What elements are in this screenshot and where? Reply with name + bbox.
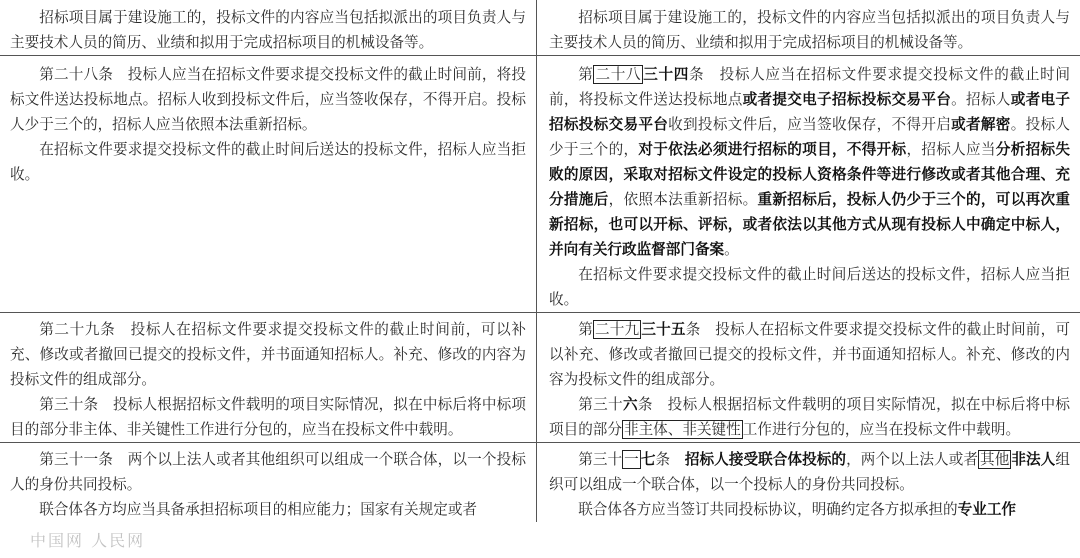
added-text: 招标人接受联合体投标的 — [684, 451, 847, 468]
paragraph — [10, 447, 526, 497]
paragraph — [10, 317, 526, 392]
added-text: 重新招标后，投标人仍少于三个的，可以再次重新招标，也可以开标、评标，或者依法以其他方式从现有投标人中确定中标人，并向有关行政监督部门备案 — [549, 191, 1070, 258]
deleted-text: 二十八 — [595, 66, 642, 83]
paragraph — [549, 5, 1070, 55]
deleted-text: 其他 — [980, 451, 1010, 468]
text-run: 第二十八条 投标人应当在招标文件要求提交投标文件的截止时间前，将投标文件送达投标地点。招标人收到投标文件后，应当签收保存，不得开启。投标人少于三个的，招标人应当依照本法重新招标。 — [10, 66, 526, 133]
paragraph — [549, 392, 1070, 442]
paragraph — [10, 137, 526, 187]
paragraph — [10, 5, 526, 55]
paragraph — [549, 497, 1070, 522]
text-run: 组织可以组成一个联合体，以一个投标人的身份共同投标。 — [549, 451, 1070, 493]
table-row — [0, 312, 1080, 442]
deleted-text: 二十九 — [594, 321, 640, 338]
text-run: ，依照本法重新招标。 — [608, 191, 758, 208]
paragraph — [10, 392, 526, 442]
text-run: 。投标人少于三个的， — [549, 116, 1070, 158]
text-run: 第三十一条 两个以上法人或者其他组织可以组成一个联合体，以一个投标人的身份共同投标。 — [10, 451, 526, 493]
paragraph — [549, 62, 1070, 262]
paragraph — [549, 262, 1070, 312]
deleted-text: 非主体、非关键性 — [623, 421, 741, 438]
text-run: 第三十 — [578, 451, 623, 468]
text-run: 条 投标人应当在招标文件要求提交投标文件的截止时间前，将投标文件送达投标地点 — [549, 66, 1070, 108]
added-text: 三十五 — [641, 321, 686, 338]
text-run: 联合体各方均应当具备承担招标项目的相应能力；国家有关规定或者 — [39, 501, 478, 518]
added-text: 或者电子招标投标交易平台 — [549, 91, 1070, 133]
text-run: 第 — [578, 321, 593, 338]
text-run: 第三十条 投标人根据招标文件载明的项目实际情况，拟在中标后将中标项目的部分非主体、非关键性工作进行分包的，应当在投标文件中载明。 — [10, 396, 526, 438]
text-run: 在招标文件要求提交投标文件的截止时间后送达的投标文件，招标人应当拒收。 — [10, 141, 526, 183]
watermark: 中国网 人民网 — [30, 531, 146, 550]
paragraph — [549, 317, 1070, 392]
paragraph — [549, 447, 1070, 497]
text-run: 条 投标人在招标文件要求提交投标文件的截止时间前，可以补充、修改或者撤回已提交的投标文件，并书面通知招标人。补充、修改的内容为投标文件的组成部分。 — [549, 321, 1070, 388]
table-row — [0, 442, 1080, 522]
added-text: 三十四 — [643, 66, 690, 83]
added-text: 六 — [622, 396, 638, 413]
original-text-cell — [0, 313, 537, 442]
text-run: 招标项目属于建设施工的，投标文件的内容应当包括拟派出的项目负责人与主要技术人员的简历、业绩和拟用于完成招标项目的机械设备等。 — [549, 9, 1070, 51]
text-run: 收到投标文件后，应当签收保存，不得开启 — [668, 116, 952, 133]
text-run: 第三十 — [578, 396, 623, 413]
revised-text-cell — [537, 56, 1080, 312]
text-run: ，两个以上法人或者 — [846, 451, 979, 468]
added-text: 专业工作 — [957, 501, 1017, 518]
table-row — [0, 55, 1080, 312]
text-run: 第 — [578, 66, 594, 83]
table-row — [0, 0, 1080, 55]
revised-text-cell — [537, 0, 1080, 55]
text-run: 在招标文件要求提交投标文件的截止时间后送达的投标文件，招标人应当拒收。 — [549, 266, 1070, 308]
paragraph — [10, 62, 526, 137]
text-run: 招标项目属于建设施工的，投标文件的内容应当包括拟派出的项目负责人与主要技术人员的简历、业绩和拟用于完成招标项目的机械设备等。 — [10, 9, 526, 51]
paragraph — [10, 497, 526, 522]
text-run: 条 — [655, 451, 685, 468]
text-run: 。招标人 — [951, 91, 1011, 108]
text-run: 。 — [724, 241, 739, 258]
text-run: ，招标人应当 — [906, 141, 996, 158]
original-text-cell — [0, 56, 537, 312]
added-text: 或者解密 — [951, 116, 1011, 133]
added-text: 或者提交电子招标投标交易平台 — [742, 91, 952, 108]
original-text-cell — [0, 443, 537, 522]
added-text: 对于依法必须进行招标的项目，不得开标 — [638, 141, 907, 158]
deleted-text: 一 — [624, 451, 639, 468]
original-text-cell — [0, 0, 537, 55]
added-text: 分析招标失败的原因，采取对招标文件设定的投标人资格条件等进行修改或者其他合理、充分措施后 — [549, 141, 1070, 208]
text-run: 工作进行分包的，应当在投标文件中载明。 — [742, 421, 1021, 438]
added-text: 非法人 — [1011, 451, 1056, 468]
text-run: 联合体各方应当签订共同投标协议，明确约定各方拟承担的 — [578, 501, 958, 518]
revised-text-cell — [537, 443, 1080, 522]
text-run: 第二十九条 投标人在招标文件要求提交投标文件的截止时间前，可以补充、修改或者撤回已提交的投标文件，并书面通知招标人。补充、修改的内容为投标文件的组成部分。 — [10, 321, 526, 388]
added-text: 七 — [640, 451, 656, 468]
revised-text-cell — [537, 313, 1080, 442]
text-run: 条 投标人根据招标文件载明的项目实际情况，拟在中标后将中标项目的部分 — [549, 396, 1070, 438]
